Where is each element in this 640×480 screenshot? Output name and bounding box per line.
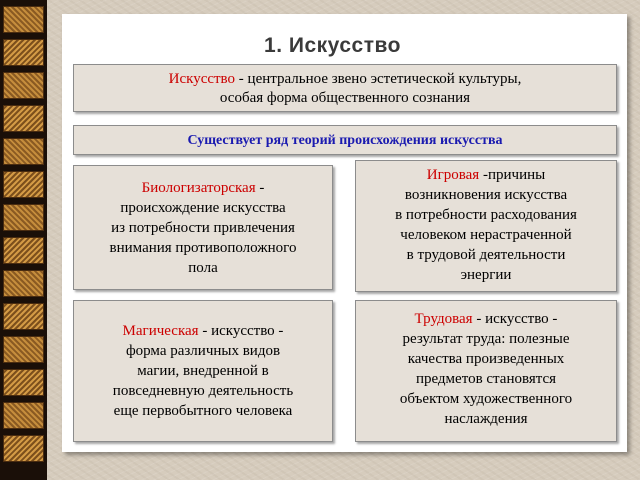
theory-text: в потребности расходования xyxy=(395,207,577,223)
slide-title: 1. Искусство xyxy=(264,34,401,57)
theory-text: повседневную деятельность xyxy=(112,383,294,399)
theory-text: из потребности привлечения xyxy=(111,219,295,236)
theory-box-labor xyxy=(355,300,617,442)
theory-text: - искусство - xyxy=(472,311,558,327)
strip-tile xyxy=(3,237,44,264)
theory-text: человеком нерастраченной xyxy=(400,227,572,243)
theory-term-biological: Биологизаторская xyxy=(141,179,256,196)
theory-text: качества произведенных xyxy=(407,351,565,367)
theory-text: внимания противоположного xyxy=(109,239,297,256)
strip-tile xyxy=(3,204,44,231)
theory-text: предметов становятся xyxy=(415,371,557,387)
theory-text: форма различных видов xyxy=(125,343,281,359)
theory-text: пола xyxy=(188,259,218,276)
strip-tile xyxy=(3,336,44,363)
theory-text: в трудовой деятельности xyxy=(406,247,566,263)
theory-text: - искусство - xyxy=(198,323,284,339)
strip-tile xyxy=(3,270,44,297)
theory-line xyxy=(74,321,332,341)
definition-text-2: особая форма общественного сознания xyxy=(219,90,471,106)
strip-tile xyxy=(3,171,44,198)
theories-header-text: Существует ряд теорий происхождения искусства xyxy=(187,133,503,148)
theory-term-labor: Трудовая xyxy=(414,311,473,327)
strip-tile xyxy=(3,402,44,429)
theory-box-game xyxy=(355,160,617,292)
theory-text: результат труда: полезные xyxy=(402,331,570,347)
definition-text-1: - центральное звено эстетической культуры, xyxy=(235,71,522,87)
strip-tile xyxy=(3,105,44,132)
strip-tile xyxy=(3,138,44,165)
theory-text: энергии xyxy=(460,267,512,283)
theory-box-biological xyxy=(73,165,333,290)
definition-term: Искусство xyxy=(168,71,236,87)
theory-line xyxy=(74,178,332,198)
theory-text: наслаждения xyxy=(444,411,528,427)
strip-tile xyxy=(3,72,44,99)
theory-text: объектом художественного xyxy=(399,391,573,407)
theories-header-box xyxy=(73,125,617,155)
theory-term-game: Игровая xyxy=(426,167,480,183)
theory-text: еще первобытного человека xyxy=(113,403,293,419)
decorative-left-strip xyxy=(0,0,47,480)
theory-text: -причины xyxy=(479,167,546,183)
definition-box xyxy=(73,64,617,112)
strip-tile xyxy=(3,303,44,330)
theory-line xyxy=(356,165,616,185)
theory-term-magic: Магическая xyxy=(122,323,199,339)
theory-text: магии, внедренной в xyxy=(137,363,269,379)
strip-tile xyxy=(3,435,44,462)
theory-text: происхождение искусства xyxy=(120,199,286,216)
strip-tile xyxy=(3,6,44,33)
theory-box-magic xyxy=(73,300,333,442)
theory-text: возникновения искусства xyxy=(404,187,568,203)
definition-line-1 xyxy=(74,70,616,89)
strip-tile xyxy=(3,369,44,396)
theory-line xyxy=(356,309,616,329)
theory-text: - xyxy=(255,179,265,196)
